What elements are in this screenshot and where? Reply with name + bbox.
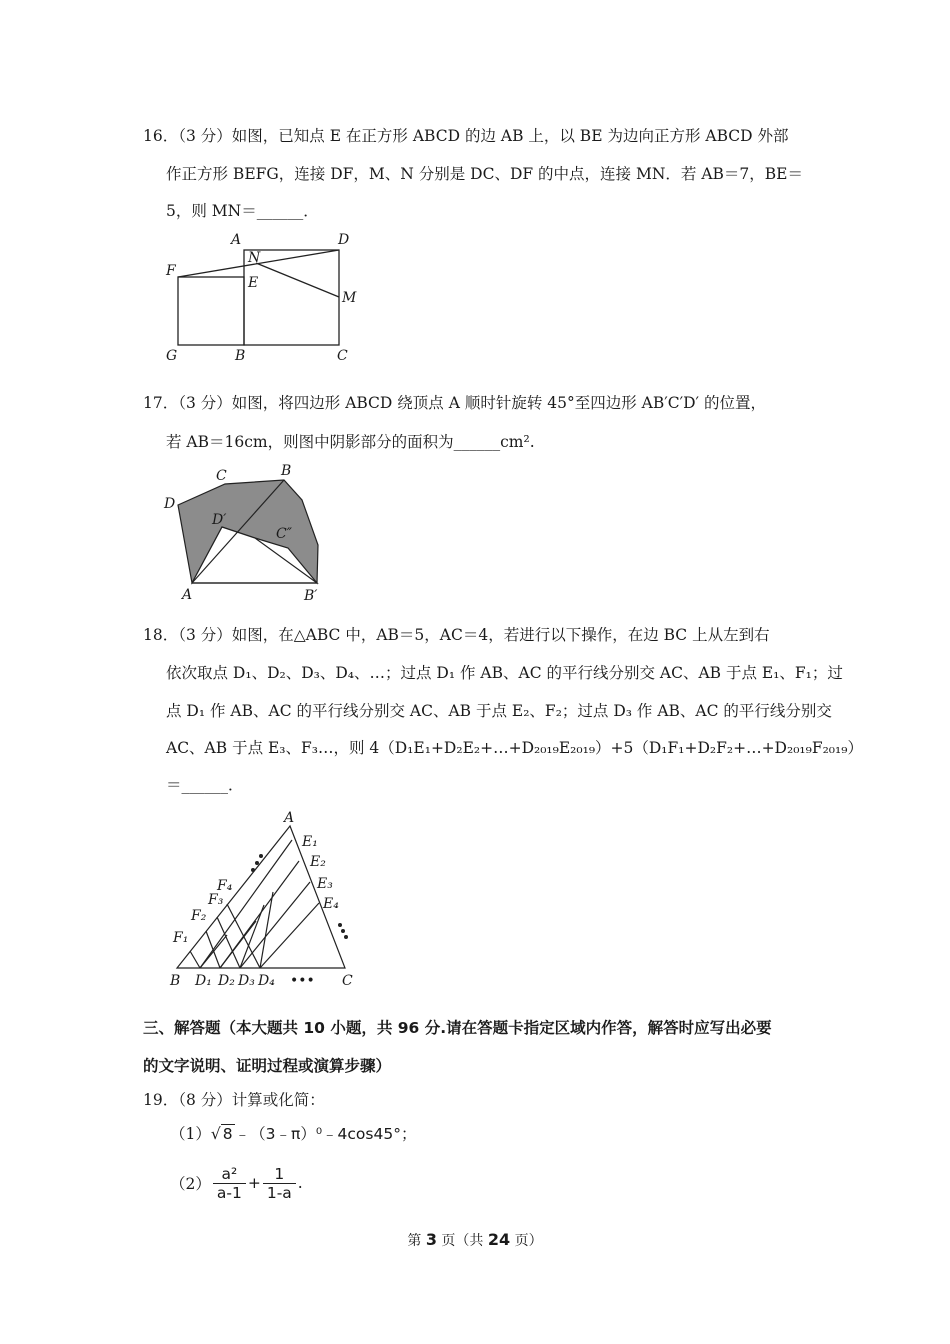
q18-line-1: 18．（3 分）如图，在△ABC 中，AB＝5，AC＝4，若进行以下操作，在边 BC 上从左到右 xyxy=(143,626,770,644)
label-e4: E₄ xyxy=(323,896,339,912)
label-c: C xyxy=(216,468,227,484)
label-f4: F₄ xyxy=(217,878,233,894)
fraction-1 xyxy=(213,1165,246,1202)
label-m: M xyxy=(342,290,357,306)
fraction-1-numerator: a² xyxy=(221,1164,238,1183)
fraction-2-numerator: 1 xyxy=(274,1164,285,1183)
label-c: C xyxy=(337,348,348,364)
fraction-2-denominator: 1-a xyxy=(263,1183,296,1202)
section-3-heading-line-2: 的文字说明、证明过程或演算步骤） xyxy=(143,1057,392,1075)
label-f: F xyxy=(166,263,176,279)
label-d3: D₃ xyxy=(238,973,255,989)
q16-line-2: 作正方形 BEFG，连接 DF，M、N 分别是 DC、DF 的中点，连接 MN．若 AB＝7，BE＝ xyxy=(166,165,804,183)
q16-line-3: 5，则 MN＝______． xyxy=(166,202,319,220)
footer-post: 页） xyxy=(510,1233,543,1249)
q17-figure xyxy=(160,460,360,610)
part-1-expression: ﹣（3﹣π）⁰﹣4cos45°； xyxy=(234,1125,417,1143)
q16-line-1: 16．（3 分）如图，已知点 E 在正方形 ABCD 的边 AB 上，以 BE 为边向正方形 ABCD 外部 xyxy=(143,127,789,145)
label-e1: E₁ xyxy=(302,834,318,850)
label-a: A xyxy=(182,587,193,603)
label-d: D xyxy=(338,232,350,248)
label-a: A xyxy=(231,232,242,248)
label-g: G xyxy=(166,348,178,364)
section-3-heading-line-1: 三、解答题（本大题共 10 小题，共 96 分.请在答题卡指定区域内作答，解答时应写出必要 xyxy=(143,1019,772,1037)
q18-line-4: AC、AB 于点 E₃、F₃…，则 4（D₁E₁+D₂E₂+…+D₂₀₁₉E₂₀₁₉）+5（D₁F₁+D₂F₂+…+D₂₀₁₉F₂₀₁₉） xyxy=(166,739,863,757)
q19-part-2 xyxy=(170,1158,303,1208)
label-c-prime: C″ xyxy=(276,526,292,542)
label-e3: E₃ xyxy=(317,876,333,892)
plus-sign: + xyxy=(247,1174,261,1192)
label-c: C xyxy=(342,973,353,989)
fraction-1-denominator: a-1 xyxy=(213,1183,246,1202)
label-d2: D₂ xyxy=(218,973,235,989)
page-number: 3 xyxy=(425,1230,437,1249)
footer-pre: 第 xyxy=(407,1233,426,1249)
total-pages: 24 xyxy=(487,1230,511,1249)
period: . xyxy=(297,1174,303,1192)
label-b: B xyxy=(235,348,246,364)
q16-figure xyxy=(160,230,380,365)
q18-figure xyxy=(165,808,375,998)
q19-title: 19．（8 分）计算或化简： xyxy=(143,1091,325,1109)
label-n: N xyxy=(248,250,261,266)
label-b: B xyxy=(170,973,181,989)
label-a: A xyxy=(284,810,295,826)
label-f3: F₃ xyxy=(208,892,224,908)
label-d1: D₁ xyxy=(195,973,212,989)
label-e2: E₂ xyxy=(310,854,326,870)
q18-line-2: 依次取点 D₁、D₂、D₃、D₄、…；过点 D₁ 作 AB、AC 的平行线分别交 AC、AB 于点 E₁、F₁；过 xyxy=(166,664,843,682)
part-1-prefix: （1） xyxy=(170,1125,211,1143)
triangle-abc xyxy=(177,826,345,968)
label-e: E xyxy=(248,275,259,291)
part-2-prefix: （2） xyxy=(170,1175,211,1193)
square-befg xyxy=(178,277,244,345)
q17-line-2: 若 AB＝16cm，则图中阴影部分的面积为______cm². xyxy=(166,433,535,451)
radicand: 8 xyxy=(222,1125,233,1143)
q18-line-3: 点 D₁ 作 AB、AC 的平行线分别交 AC、AB 于点 E₂、F₂；过点 D₃ 作 AB、AC 的平行线分别交 xyxy=(166,702,832,720)
label-f1: F₁ xyxy=(173,930,189,946)
label-b-prime: B′ xyxy=(304,588,318,604)
label-b: B xyxy=(281,463,292,479)
q19-part-1 xyxy=(170,1124,416,1144)
q18-line-5: ＝______． xyxy=(166,776,244,794)
segment-mn xyxy=(256,263,339,297)
label-d-prime: D′ xyxy=(212,512,227,528)
q17-line-1: 17．（3 分）如图，将四边形 ABCD 绕顶点 A 顺时针旋转 45°至四边形 AB′C′D′ 的位置， xyxy=(143,394,767,412)
label-f2: F₂ xyxy=(191,908,207,924)
footer-mid: 页（共 xyxy=(436,1233,488,1249)
page-footer xyxy=(0,1230,950,1250)
label-d4: D₄ xyxy=(258,973,275,989)
label-dots: ••• xyxy=(290,973,315,989)
fraction-2 xyxy=(263,1165,296,1202)
label-d: D xyxy=(164,496,176,512)
sqrt-sign: √ 8 xyxy=(210,1125,233,1143)
